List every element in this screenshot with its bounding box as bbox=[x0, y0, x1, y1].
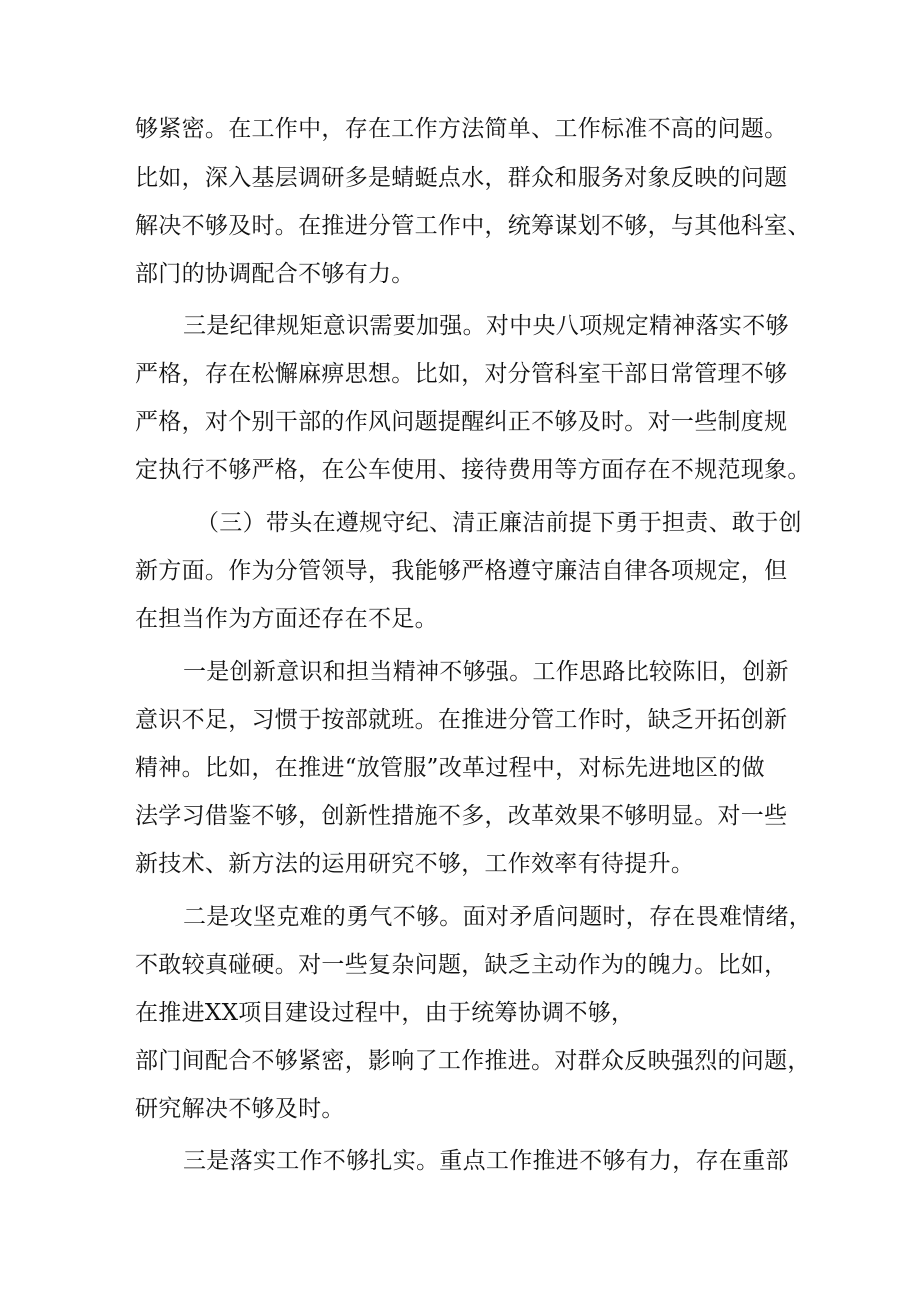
text-line: 严格，存在松懈麻痹思想。比如，对分管科室干部日常管理不够 bbox=[135, 361, 788, 387]
text-line: 比如，深入基层调研多是蜻蜓点水，群众和服务对象反映的问题 bbox=[135, 165, 788, 191]
text-line: 严格，对个别干部的作风问题提醒纠正不够及时。对一些制度规 bbox=[135, 409, 788, 435]
text-line: 新方面。作为分管领导，我能够严格遵守廉洁自律各项规定，但 bbox=[135, 558, 788, 584]
paragraph-start-line: 三是落实工作不够扎实。重点工作推进不够有力，存在重部 bbox=[183, 1148, 789, 1174]
text-line: 解决不够及时。在推进分管工作中，统筹谋划不够，与其他科室、 bbox=[135, 213, 811, 239]
text-line: 精神。比如，在推进“放管服”改革过程中，对标先进地区的做 bbox=[135, 755, 765, 781]
paragraph-start-line: 三是纪律规矩意识需要加强。对中央八项规定精神落实不够 bbox=[183, 313, 789, 339]
text-line: 法学习借鉴不够，创新性措施不多，改革效果不够明显。对一些 bbox=[135, 803, 788, 829]
text-line: 不敢较真碰硬。对一些复杂问题，缺乏主动作为的魄力。比如， bbox=[135, 952, 788, 978]
text-line: 新技术、新方法的运用研究不够，工作效率有待提升。 bbox=[135, 851, 695, 877]
text-line: 意识不足，习惯于按部就班。在推进分管工作时，缺乏开拓创新 bbox=[135, 707, 788, 733]
text-line: 够紧密。在工作中，存在工作方法简单、工作标准不高的问题。 bbox=[135, 116, 788, 142]
text-line: 部门间配合不够紧密，影响了工作推进。对群众反映强烈的问题， bbox=[135, 1048, 811, 1074]
section-heading-line: （三）带头在遵规守纪、清正廉洁前提下勇于担责、敢于创 bbox=[196, 510, 802, 536]
text-line: 在担当作为方面还存在不足。 bbox=[135, 606, 438, 632]
text-line: 研究解决不够及时。 bbox=[135, 1096, 345, 1122]
text-line: 部门的协调配合不够有力。 bbox=[135, 261, 415, 287]
text-line: 在推进XX项目建设过程中，由于统筹协调不够， bbox=[135, 1000, 635, 1026]
paragraph-start-line: 一是创新意识和担当精神不够强。工作思路比较陈旧，创新 bbox=[183, 659, 789, 685]
text-line: 定执行不够严格，在公车使用、接待费用等方面存在不规范现象。 bbox=[135, 457, 811, 483]
paragraph-start-line: 二是攻坚克难的勇气不够。面对矛盾问题时，存在畏难情绪， bbox=[183, 904, 813, 930]
